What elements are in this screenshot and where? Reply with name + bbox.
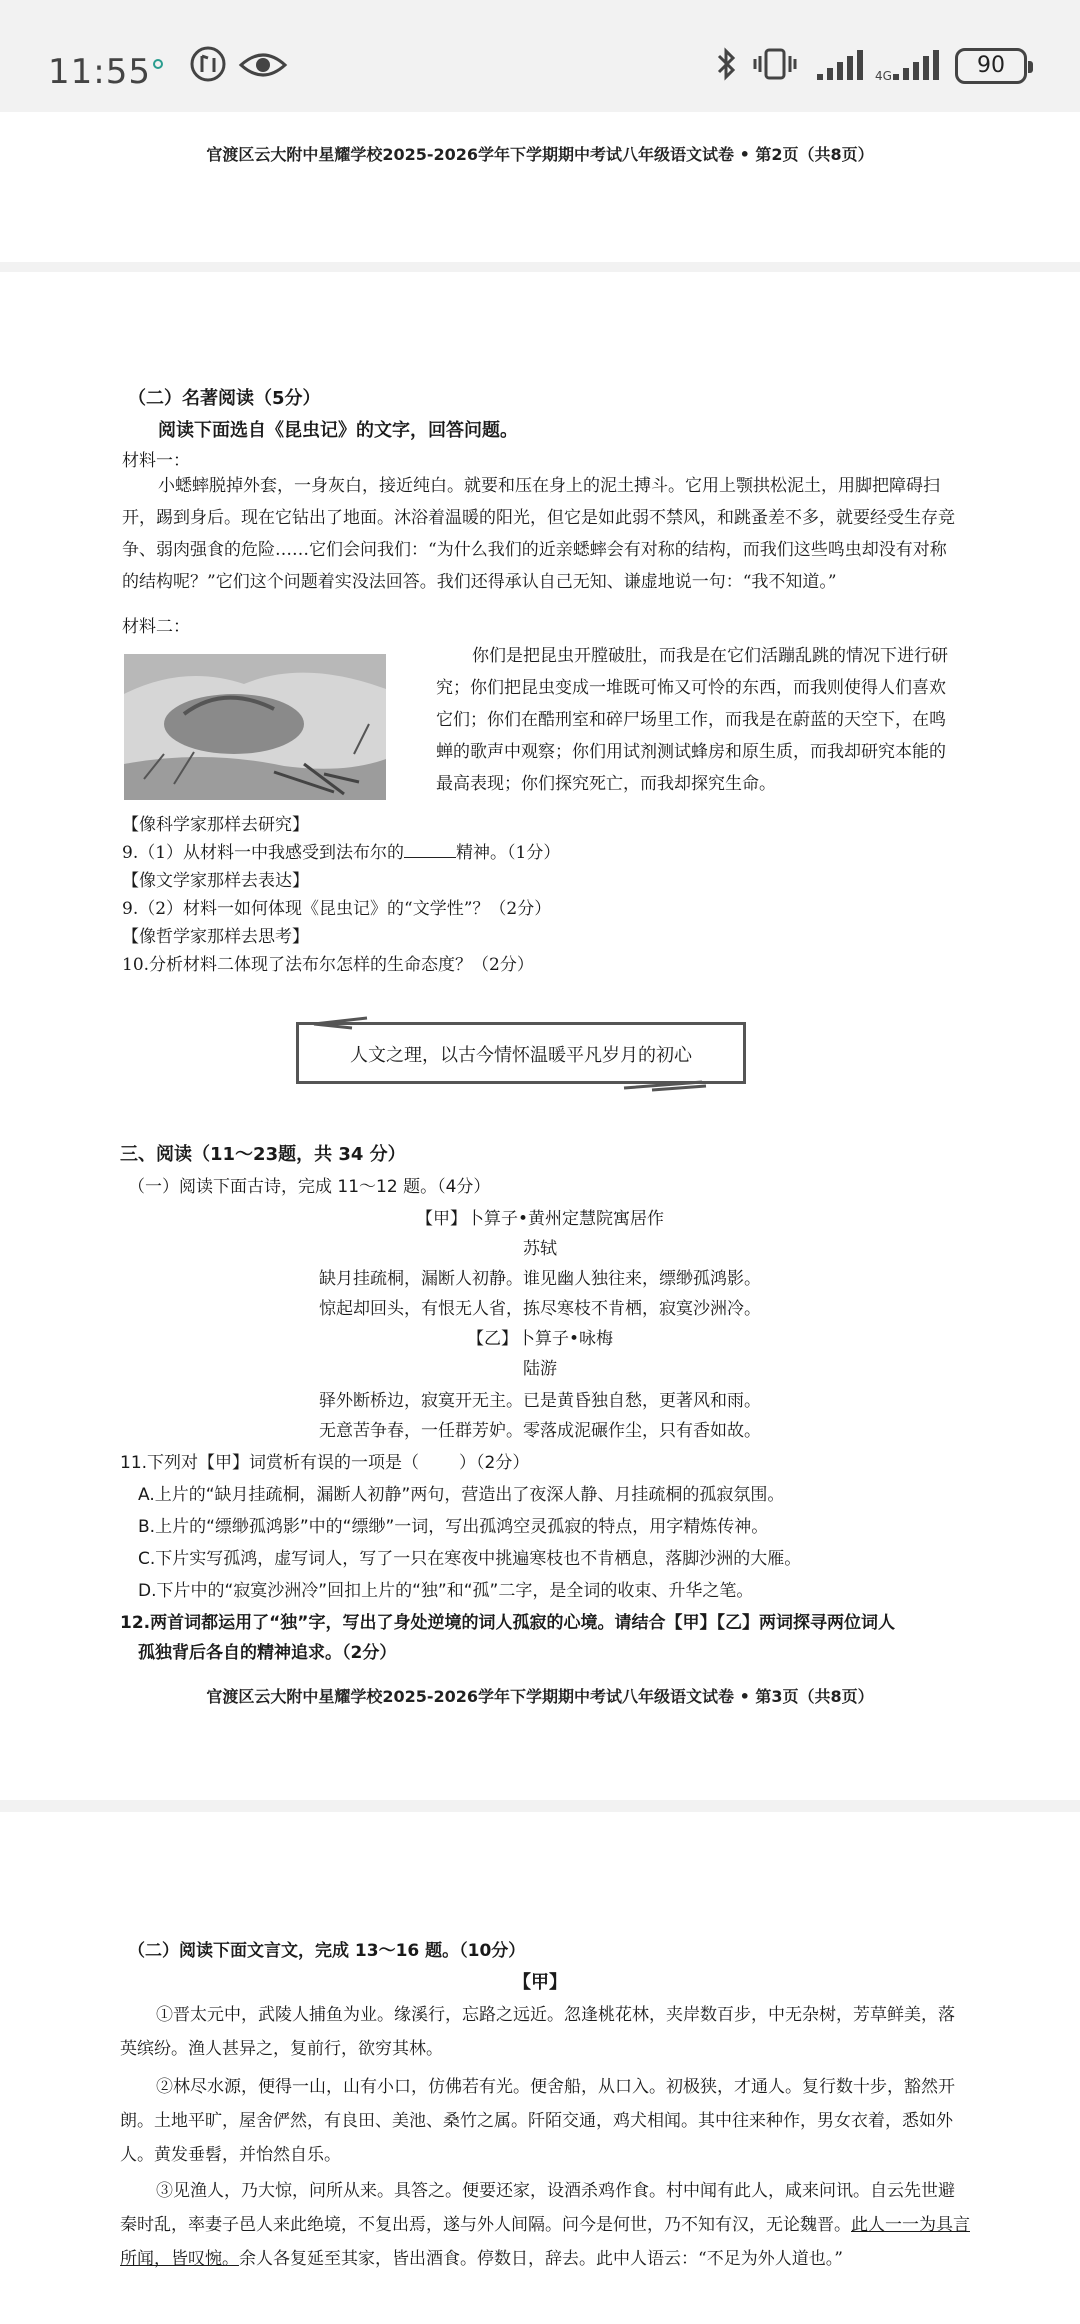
question-group-philosophy: 【像哲学家那样去思考】 <box>122 927 309 947</box>
poem1-line2: 惊起却回头，有恨无人省，拣尽寒枝不肯栖，寂寞沙洲冷。 <box>319 1299 761 1319</box>
question-12-line2: 孤独背后各自的精神追求。（2分） <box>138 1643 397 1663</box>
document-page-3 <box>0 272 1080 1800</box>
option-a: A.上片的“缺月挂疏桐，漏断人初静”两句，营造出了夜深人静、月挂疏桐的孤寂氛围。 <box>138 1485 785 1505</box>
question-9-1 <box>122 838 560 863</box>
clock: 11:55 <box>48 52 151 92</box>
option-b: B.上片的“缥缈孤鸿影”中的“缥缈”一词，写出孤鸿空灵孤寂的特点，用字精炼传神。 <box>138 1517 769 1537</box>
passage-para-3-b: 余人各复延至其家，皆出酒食。停数日，辞去。此中人语云：“不足为外人道也。” <box>239 2249 843 2269</box>
poem1-title: 【甲】卜算子•黄州定慧院寓居作 <box>415 1209 665 1229</box>
document-page-4 <box>0 1812 1080 2324</box>
signal-icon <box>815 48 865 82</box>
question-9-1-score: 精神。（1分） <box>456 843 561 863</box>
eye-icon <box>238 50 288 80</box>
status-bar <box>0 0 1080 112</box>
page-footer: 官渡区云大附中星耀学校2025-2026学年下学期期中考试八年级语文试卷 • 第3页（共8页） <box>206 1687 874 1706</box>
passage-para-3-a: ③见渔人，乃大惊，问所从来。具答之。便要还家，设酒杀鸡作食。村中闻有此人，咸来问讯。自云先世避秦时乱，率妻子邑人来此绝境，不复出焉，遂与外人间隔。问今是何世，乃不知有汉，无论魏晋。 <box>120 2181 955 2235</box>
passage-underlined-sentence: 此人一一为具言所闻，皆叹惋。 <box>120 2215 970 2269</box>
question-12-line1: 12.两首词都运用了“独”字，写出了身处逆境的词人孤寂的心境。请结合【甲】【乙】两词探寻两位词人 <box>120 1613 895 1633</box>
material1-text: 小蟋蟀脱掉外套，一身灰白，接近纯白。就要和压在身上的泥土搏斗。它用上颚拱松泥土，用脚把障碍扫开，踢到身后。现在它钻出了地面。沐浴着温暖的阳光，但它是如此弱不禁风，和跳蚤差不多，就要经受生存竞争、弱肉强食的危险……它们会问我们：“为什么我们的近亲蟋蟀会有对称的结构，而我们这些鸣虫却没有对称的结构呢？”它们这个问题着实没法回答。我们还得承认自己无知、谦虚地说一句：“我不知道。” <box>122 476 955 592</box>
material1-label: 材料一： <box>122 451 190 471</box>
bluetooth-icon <box>714 46 738 82</box>
material2-text: 你们是把昆虫开膛破肚，而我是在它们活蹦乱跳的情况下进行研究；你们把昆虫变成一堆既可怖又可怜的东西，而我则使得人们喜欢它们；你们在酷刑室和碎尸场里工作，而我是在蔚蓝的天空下，在鸣蝉的歌声中观察；你们用试剂测试蜂房和原生质，而我却研究本能的最高表现；你们探究死亡，而我却探究生命。 <box>436 646 948 794</box>
page-header: 官渡区云大附中星耀学校2025-2026学年下学期期中考试八年级语文试卷 • 第2页（共8页） <box>206 145 874 164</box>
answer-blank[interactable] <box>404 843 456 858</box>
document-page-2 <box>0 112 1080 262</box>
option-d: D.下片中的“寂寞沙洲冷”回扣上片的“独”和“孤”二字，是全词的收束、升华之笔。 <box>138 1581 754 1601</box>
poem2-title: 【乙】卜算子•咏梅 <box>466 1329 614 1349</box>
question-group-literature: 【像文学家那样去表达】 <box>122 871 309 891</box>
section-title: （二）名著阅读（5分） <box>128 388 321 409</box>
svg-text:4G: 4G <box>875 69 892 82</box>
question-group-science: 【像科学家那样去研究】 <box>122 815 309 835</box>
poem2-line1: 驿外断桥边，寂寞开无主。已是黄昏独自愁，更著风和雨。 <box>319 1391 761 1411</box>
passage-para-1: ①晋太元中，武陵人捕鱼为业。缘溪行，忘路之远近。忽逢桃花林，夹岸数百步，中无杂树，芳草鲜美，落英缤纷。渔人甚异之，复前行，欲穷其林。 <box>120 2005 955 2059</box>
insect-illustration <box>124 654 386 800</box>
sub1-title: （一）阅读下面古诗，完成 11～12 题。（4分） <box>128 1177 491 1197</box>
passage-label: 【甲】 <box>513 1972 567 1993</box>
material2-label: 材料二： <box>122 617 190 637</box>
poem2-line2: 无意苦争春，一任群芳妒。零落成泥碾作尘，只有香如故。 <box>319 1421 761 1441</box>
poem1-line1: 缺月挂疏桐，漏断人初静。谁见幽人独往来，缥缈孤鸿影。 <box>319 1269 761 1289</box>
poem2-author: 陆游 <box>523 1359 557 1379</box>
vibrate-icon <box>752 46 798 82</box>
question-11 <box>120 1448 529 1473</box>
passage-para-2: ②林尽水源，便得一山，山有小口，仿佛若有光。便舍船，从口入。初极狭，才通人。复行数十步，豁然开朗。土地平旷，屋舍俨然，有良田、美池、桑竹之属。阡陌交通，鸡犬相闻。其中往来种作，男女衣着，悉如外人。黄发垂髫，并怡然自乐。 <box>120 2077 955 2165</box>
sub2-title: （二）阅读下面文言文，完成 13～16 题。（10分） <box>128 1941 526 1961</box>
banner-arrow-right-icon <box>622 1078 708 1094</box>
battery-icon: 90 <box>955 48 1027 84</box>
question-9-1-text: 9.（1）从材料一中我感受到法布尔的 <box>122 843 405 863</box>
option-c: C.下片实写孤鸿，虚写词人，写了一只在寒夜中挑遍寒枝也不肯栖息，落脚沙洲的大雁。 <box>138 1549 802 1569</box>
question-11-text: 11.下列对【甲】词赏析有误的一项是（ <box>120 1453 420 1473</box>
passage-para-3 <box>120 2174 970 2276</box>
banner-arrow-left-icon <box>312 1014 372 1034</box>
question-10: 10.分析材料二体现了法布尔怎样的生命态度？（2分） <box>122 955 534 975</box>
question-9-2: 9.（2）材料一如何体现《昆虫记》的“文学性”？（2分） <box>122 899 552 919</box>
notification-dot-icon <box>152 58 164 70</box>
question-11-score: ）（2分） <box>459 1453 530 1473</box>
part3-title: 三、阅读（11～23题，共 34 分） <box>120 1144 406 1165</box>
poem1-author: 苏轼 <box>523 1239 557 1259</box>
sync-icon <box>188 44 228 84</box>
signal-4g-icon <box>875 48 941 82</box>
banner-text: 人文之理，以古今情怀温暖平凡岁月的初心 <box>350 1045 692 1066</box>
instruction: 阅读下面选自《昆虫记》的文字，回答问题。 <box>158 420 518 441</box>
